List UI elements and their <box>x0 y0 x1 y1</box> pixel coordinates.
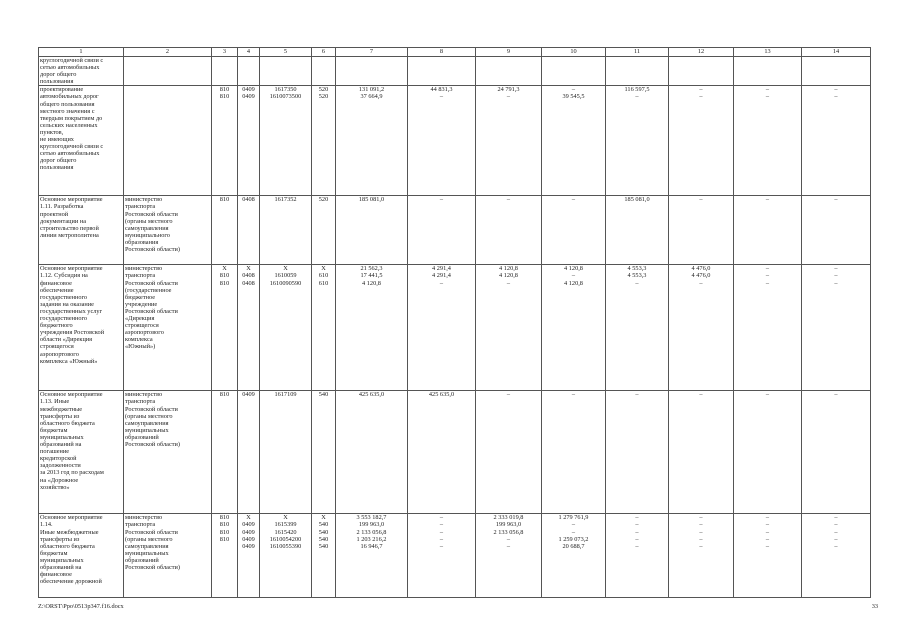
year-value-cell <box>408 57 476 86</box>
executor-cell: министерство транспорта Ростовской области (органы местного самоуправления муниципальных образований Ростовской области) <box>124 391 212 514</box>
table-row <box>39 57 871 86</box>
activity-cell: проектирование автомобильных дорог общего пользования местного значения с твердым покрытием до сельских населенных пунктов, не имеющих круглогодичной связи с сетью автомобильных дорог общего пользования <box>39 86 124 196</box>
year-value-cell: 1 279 761,9 – – 1 259 073,2 20 688,7 <box>542 514 606 598</box>
year-value-cell <box>802 57 871 86</box>
activity-cell: Основное мероприятие 1.12. Субсидия на финансовое обеспечение государственного задания на оказание государственных услуг государственного бюджетного учреждения Ростовской области «Дирекция строящегося аэропортового комплекса «Южный» <box>39 265 124 391</box>
executor-cell: министерство транспорта Ростовской области (государственное бюджетное учреждение Ростовской области «Дирекция строящегося аэропортового комплекса «Южный») <box>124 265 212 391</box>
column-header: 3 <box>212 48 238 57</box>
year-value-cell: – – – – – <box>408 514 476 598</box>
column-header: 2 <box>124 48 212 57</box>
year-value-cell: 116 597,5 – <box>606 86 669 196</box>
rzpr-cell <box>238 57 260 86</box>
total-cell <box>336 57 408 86</box>
year-value-cell <box>476 57 542 86</box>
year-value-cell: – – – <box>802 265 871 391</box>
year-value-cell: – – – – – <box>802 514 871 598</box>
column-header: 13 <box>734 48 802 57</box>
vr-cell: Х 610 610 <box>312 265 336 391</box>
column-header: 11 <box>606 48 669 57</box>
activity-cell: Основное мероприятие 1.13. Иные межбюджетные трансферты из областного бюджета бюджетам муниципальных образований на погашение кредиторской задолженности за 2013 год по расходам на «Дорожное хозяйство» <box>39 391 124 514</box>
executor-cell: министерство транспорта Ростовской области (органы местного самоуправления муниципальных образований Ростовской области) <box>124 514 212 598</box>
table-row <box>39 391 871 514</box>
year-value-cell: – <box>476 391 542 514</box>
year-value-cell: – <box>542 391 606 514</box>
column-header: 8 <box>408 48 476 57</box>
year-value-cell: 44 831,3 – <box>408 86 476 196</box>
activity-cell: Основное мероприятие 1.14. Иные межбюджетные трансферты из областного бюджета бюджетам муниципальных образований на финансовое обеспечение дорожной <box>39 514 124 598</box>
year-value-cell: – – <box>734 86 802 196</box>
document-page <box>38 47 870 598</box>
executor-cell <box>124 86 212 196</box>
year-value-cell: – <box>408 196 476 265</box>
grbs-cell: Х 810 810 <box>212 265 238 391</box>
column-header: 12 <box>669 48 734 57</box>
year-value-cell: 4 120,8 4 120,8 – <box>476 265 542 391</box>
year-value-cell: 4 553,3 4 553,3 – <box>606 265 669 391</box>
year-value-cell: 4 120,8 – 4 120,8 <box>542 265 606 391</box>
grbs-cell: 810 <box>212 196 238 265</box>
vr-cell: 520 520 <box>312 86 336 196</box>
page-number: 33 <box>871 603 878 610</box>
column-header: 14 <box>802 48 871 57</box>
csr-cell <box>260 57 312 86</box>
year-value-cell: – 39 545,5 <box>542 86 606 196</box>
grbs-cell: 810 810 <box>212 86 238 196</box>
year-value-cell: 425 635,0 <box>408 391 476 514</box>
year-value-cell: – – – – – <box>734 514 802 598</box>
year-value-cell: 185 081,0 <box>606 196 669 265</box>
total-cell: 3 553 182,7 199 963,0 2 133 056,8 1 203 216,2 16 946,7 <box>336 514 408 598</box>
year-value-cell: – <box>802 391 871 514</box>
year-value-cell <box>542 57 606 86</box>
year-value-cell: – – <box>669 86 734 196</box>
total-cell: 21 562,3 17 441,5 4 120,8 <box>336 265 408 391</box>
year-value-cell: – – – <box>734 265 802 391</box>
year-value-cell <box>606 57 669 86</box>
total-cell: 131 091,2 37 664,9 <box>336 86 408 196</box>
year-value-cell: – <box>802 196 871 265</box>
year-value-cell: 24 791,3 – <box>476 86 542 196</box>
rzpr-cell: Х 0408 0408 <box>238 265 260 391</box>
table-row <box>39 86 871 196</box>
csr-cell: 1617352 <box>260 196 312 265</box>
year-value-cell: 2 333 019,8 199 963,0 2 133 056,8 – – <box>476 514 542 598</box>
year-value-cell <box>734 57 802 86</box>
total-cell: 185 081,0 <box>336 196 408 265</box>
column-header: 7 <box>336 48 408 57</box>
csr-cell: 1617109 <box>260 391 312 514</box>
total-cell: 425 635,0 <box>336 391 408 514</box>
budget-table <box>38 47 871 598</box>
grbs-cell: 810 810 810 810 <box>212 514 238 598</box>
executor-cell: министерство транспорта Ростовской области (органы местного самоуправления муниципального образования Ростовской области) <box>124 196 212 265</box>
csr-cell: 1617350 1610073500 <box>260 86 312 196</box>
rzpr-cell: 0409 0409 <box>238 86 260 196</box>
year-value-cell: – <box>542 196 606 265</box>
activity-cell: Основное мероприятие 1.11. Разработка проектной документации на строительство первой линии метрополитена <box>39 196 124 265</box>
year-value-cell: – – – – – <box>606 514 669 598</box>
year-value-cell: – <box>606 391 669 514</box>
column-header: 6 <box>312 48 336 57</box>
year-value-cell <box>669 57 734 86</box>
csr-cell: Х 1610059 1610090590 <box>260 265 312 391</box>
year-value-cell: – <box>476 196 542 265</box>
grbs-cell <box>212 57 238 86</box>
column-header: 9 <box>476 48 542 57</box>
year-value-cell: – <box>669 196 734 265</box>
column-header: 1 <box>39 48 124 57</box>
rzpr-cell: Х 0409 0409 0409 0409 <box>238 514 260 598</box>
year-value-cell: – <box>734 391 802 514</box>
vr-cell: 540 <box>312 391 336 514</box>
year-value-cell: 4 476,0 4 476,0 – <box>669 265 734 391</box>
column-header: 5 <box>260 48 312 57</box>
activity-cell: круглогодичной связи с сетью автомобильных дорог общего пользования <box>39 57 124 86</box>
table-row <box>39 514 871 598</box>
table-row <box>39 265 871 391</box>
column-number-header-row <box>39 48 871 57</box>
year-value-cell: – <box>669 391 734 514</box>
grbs-cell: 810 <box>212 391 238 514</box>
vr-cell <box>312 57 336 86</box>
column-header: 10 <box>542 48 606 57</box>
file-path: Z:\ORST\Ppo\0513p347.f16.docx <box>38 603 124 610</box>
executor-cell <box>124 57 212 86</box>
year-value-cell: 4 291,4 4 291,4 – <box>408 265 476 391</box>
column-header: 4 <box>238 48 260 57</box>
vr-cell: Х 540 540 540 540 <box>312 514 336 598</box>
year-value-cell: – <box>734 196 802 265</box>
rzpr-cell: 0409 <box>238 391 260 514</box>
table-row <box>39 196 871 265</box>
csr-cell: Х 1615399 1615420 1610054200 1610055390 <box>260 514 312 598</box>
year-value-cell: – – <box>802 86 871 196</box>
rzpr-cell: 0408 <box>238 196 260 265</box>
year-value-cell: – – – – – <box>669 514 734 598</box>
vr-cell: 520 <box>312 196 336 265</box>
